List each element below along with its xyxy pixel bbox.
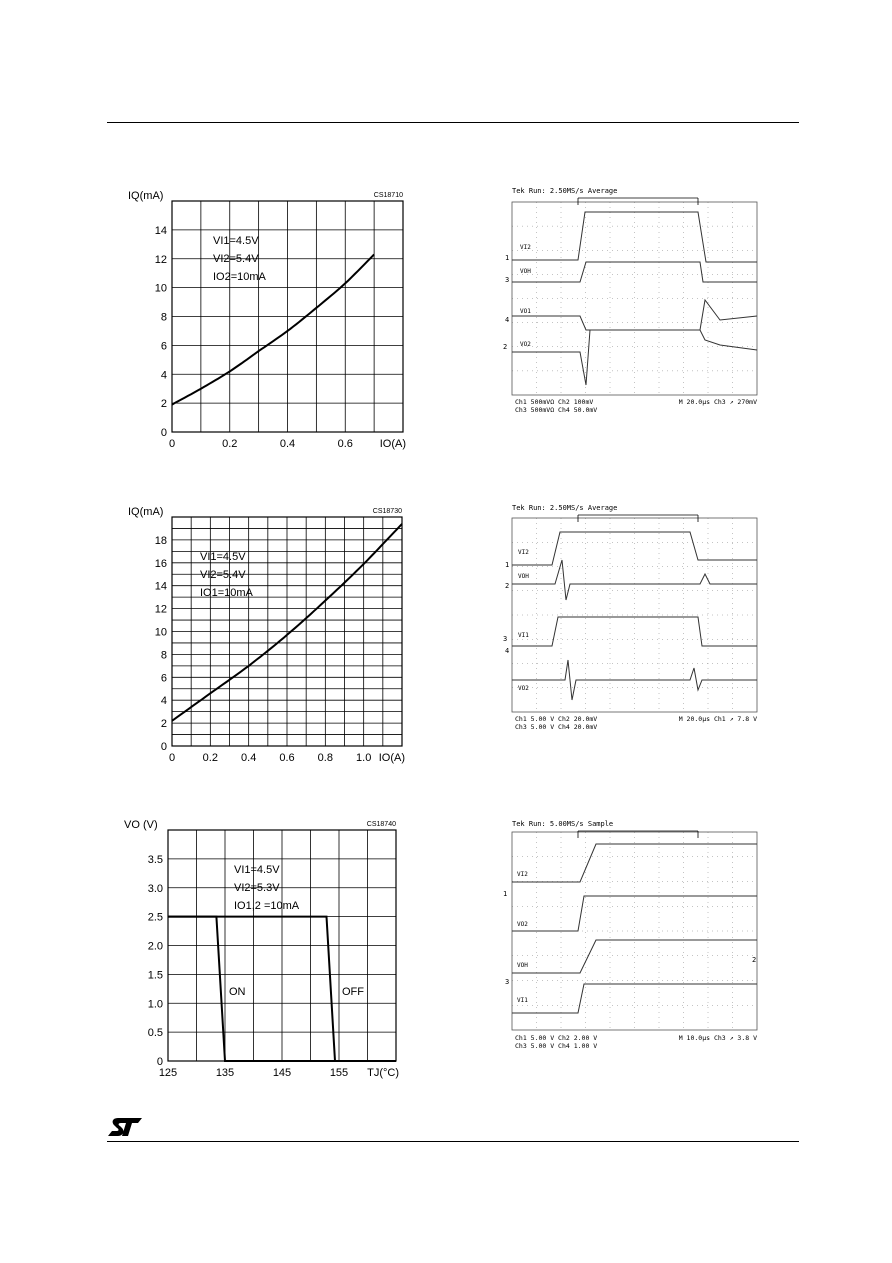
chart3-region-label: ON (229, 986, 246, 998)
chart3-xtick-label: 145 (272, 1067, 292, 1079)
scope2-channel-marker: 1 (505, 561, 510, 569)
scope3-trace-2 (512, 940, 757, 973)
scope3-trace-label: VI2 (517, 871, 528, 878)
chart3-ytick-label: 3.5 (147, 853, 163, 866)
scope1-trace-2 (512, 300, 757, 330)
scope2-trace-label: VI2 (518, 549, 529, 556)
chart3-annotation: IO1,2 =10mA (234, 900, 300, 912)
chart3-xtick-label: 155 (329, 1067, 349, 1079)
chart2-ytick-label: 0 (160, 741, 167, 753)
chart1-series-line-0 (172, 254, 374, 404)
scope3-channel-marker: 1 (503, 890, 508, 898)
chart2-ytick-label: 8 (160, 649, 167, 662)
chart1-ytick-label: 12 (154, 253, 167, 266)
scope2-frame (512, 518, 757, 712)
chart1-annotation: VI1=4.5V (213, 235, 259, 247)
chart3-xlabel: TJ(°C) (367, 1067, 399, 1079)
chart3-ytick-label: 0 (156, 1056, 163, 1068)
chart2-xtick-label: 0 (168, 752, 176, 764)
scope1-channel-marker: 3 (505, 276, 510, 284)
chart2-ytick-label: 4 (160, 695, 167, 708)
chart2-code: CS18730 (372, 508, 402, 515)
chart3-xtick-label: 125 (158, 1067, 178, 1079)
chart1-ytick-label: 2 (160, 398, 167, 411)
chart1-xtick-label: 0.6 (337, 438, 353, 450)
scope3-footer-line: Ch3 5.00 V Ch4 1.00 V (515, 1042, 598, 1050)
scope3-trace-1 (512, 896, 757, 931)
st-logo-icon (108, 1116, 144, 1138)
chart1-ytick-label: 4 (160, 369, 167, 382)
chart1-code: CS18710 (373, 192, 403, 199)
chart2-annotation: VI1=4.5V (200, 551, 246, 563)
chart2-ytick-label: 10 (154, 626, 167, 639)
chart1-annotation: IO2=10mA (213, 271, 266, 283)
chart3-xtick-label: 135 (215, 1067, 235, 1079)
scope2-trace-label: VO2 (518, 685, 529, 692)
scope2-footer-line: Ch3 5.00 V Ch4 20.0mV (515, 723, 598, 731)
scope1-channel-marker: 1 (505, 254, 510, 262)
scope1-trace-label: VOH (520, 268, 531, 275)
scope1-header: Tek Run: 2.50MS/s Average (512, 187, 618, 195)
chart1-ytick-label: 10 (154, 282, 167, 295)
chart1-xlabel: IO(A) (379, 438, 406, 450)
chart3-ytick-label: 0.5 (147, 1027, 163, 1040)
chart2-xtick-label: 0.8 (317, 752, 333, 764)
scope1-frame (512, 202, 757, 395)
chart1-xtick-label: 0 (168, 438, 176, 450)
chart2-ytick-label: 12 (154, 603, 167, 616)
chart1-xtick-label: 0.2 (222, 438, 238, 450)
chart1-ytick-label: 6 (160, 340, 167, 353)
chart3-ytick-label: 3.0 (147, 882, 163, 895)
scope3-channel-marker: 3 (505, 978, 510, 986)
scope1-channel-marker: 4 (505, 316, 510, 324)
scope2-header: Tek Run: 2.50MS/s Average (512, 504, 618, 512)
scope1-footer-timebase: M 20.0µs Ch3 ↗ 270mV (678, 398, 757, 406)
chart3-ytick-label: 1.0 (147, 998, 163, 1011)
scope3-trace-label: VO2 (517, 921, 528, 928)
chart1-ytick-label: 8 (160, 311, 167, 324)
scope3-channel-marker: 2 (752, 956, 757, 964)
chart1-xtick-label: 0.4 (279, 438, 296, 450)
scope1-channel-marker: 2 (503, 343, 508, 351)
chart2-xtick-label: 0.2 (202, 752, 218, 764)
scope2-trace-label: VOH (518, 573, 529, 580)
chart2-xlabel: IO(A) (378, 752, 405, 764)
scope2-footer-line: Ch1 5.00 V Ch2 20.0mV (515, 715, 598, 723)
chart2-annotation: IO1=10mA (200, 587, 253, 599)
chart1-ytick-label: 14 (154, 224, 167, 237)
chart3-annotation: VI2=5.3V (234, 882, 280, 894)
chart2-ytick-label: 16 (154, 557, 167, 570)
chart1-ytick-label: 0 (160, 427, 167, 439)
scope1-trace-label: VO2 (520, 341, 531, 348)
scope3-trace-3 (512, 984, 757, 1013)
chart2-xtick-label: 0.6 (279, 752, 295, 764)
scope2-channel-marker: 3 (503, 635, 508, 643)
chart3-annotation: VI1=4.5V (234, 864, 280, 876)
chart3-ylabel: VO (V) (124, 819, 158, 831)
scope1-footer-line: Ch3 500mVΩ Ch4 50.0mV (515, 406, 598, 414)
chart1-annotation: VI2=5.4V (213, 253, 259, 265)
chart2-ylabel: IQ(mA) (128, 506, 164, 518)
chart2-xtick-label: 1.0 (356, 752, 372, 764)
scope3-header: Tek Run: 5.00MS/s Sample (512, 820, 614, 828)
scope2-trace-label: VI1 (518, 632, 529, 639)
scope3-trace-label: VI1 (517, 997, 528, 1004)
chart3-region-label: OFF (342, 986, 364, 998)
chart2-ytick-label: 18 (154, 534, 167, 547)
chart3-code: CS18740 (366, 821, 396, 828)
scope1-footer-line: Ch1 500mVΩ Ch2 100mV (515, 398, 594, 406)
chart2-ytick-label: 2 (160, 718, 167, 731)
chart3-ytick-label: 2.0 (147, 940, 163, 953)
chart2-xtick-label: 0.4 (241, 752, 257, 764)
scope3-footer-line: Ch1 5.00 V Ch2 2.00 V (515, 1034, 598, 1042)
scope1-trace-label: VI2 (520, 244, 531, 251)
scope2-channel-marker: 4 (505, 647, 510, 655)
chart2-annotation: VI2=5.4V (200, 569, 246, 581)
chart2-ytick-label: 14 (154, 580, 167, 593)
scope1-trace-label: VO1 (520, 308, 531, 315)
scope3-trace-label: VOH (517, 962, 528, 969)
scope2-channel-marker: 2 (505, 582, 510, 590)
scope3-footer-timebase: M 10.0µs Ch3 ↗ 3.8 V (678, 1034, 757, 1042)
chart3-ytick-label: 1.5 (147, 969, 163, 982)
chart3-ytick-label: 2.5 (147, 911, 163, 924)
scope2-footer-timebase: M 20.0µs Ch1 ↗ 7.8 V (678, 715, 757, 723)
chart2-ytick-label: 6 (160, 672, 167, 685)
chart1-ylabel: IQ(mA) (128, 190, 164, 202)
scope2-trace-2 (512, 617, 757, 646)
